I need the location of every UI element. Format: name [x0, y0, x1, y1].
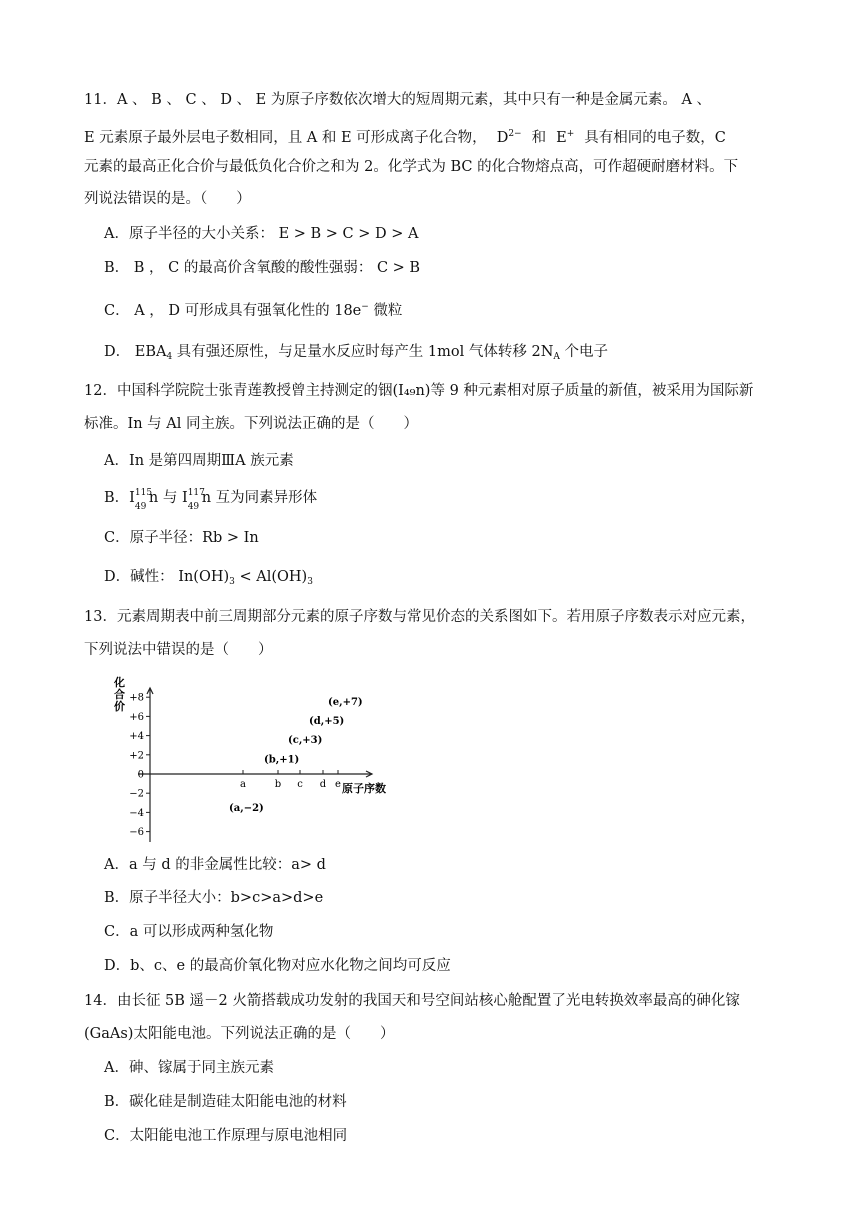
- q13-option-d[interactable]: D．b、c、e 的最高价氧化物对应水化物之间均可反应: [104, 958, 451, 974]
- q11-option-d-tail: 个电子: [559, 344, 608, 360]
- q11-option-d[interactable]: [104, 342, 810, 367]
- data-point-label: (e,+7): [328, 696, 363, 708]
- q12-stem-line-2: 标准。In 与 Al 同主族。下列说法正确的是（ ）: [84, 416, 419, 432]
- chart-yticks: [129, 693, 150, 838]
- data-point-label: (b,+1): [264, 754, 300, 766]
- chart-ylabel: [113, 675, 125, 713]
- q14-stem-line-1: 14．由长征 5B 遥－2 火箭搭载成功发射的我国天和号空间站核心舱配置了光电转换效率最高的砷化镓: [84, 993, 740, 1009]
- q14-option-c[interactable]: C．太阳能电池工作原理与原电池相同: [104, 1128, 348, 1144]
- x-tick-label: e: [335, 779, 341, 790]
- valence-chart: [110, 672, 400, 844]
- q13-stem-line-1: 13．元素周期表中前三周期部分元素的原子序数与常见价态的关系图如下。若用原子序数表示对应元素，: [84, 609, 755, 625]
- q14-option-b[interactable]: B．碳化硅是制造硅太阳能电池的材料: [104, 1094, 347, 1110]
- isotope-in115: I 115 49 n 与: [129, 488, 182, 512]
- data-point-label: (c,+3): [288, 735, 323, 747]
- y-tick-label: +8: [129, 692, 144, 704]
- x-tick-label: c: [297, 779, 303, 790]
- q12-stem-line-1: 12．中国科学院院士张青莲教授曾主持测定的铟(I₄₉n)等 9 种元素相对原子质量的新值，被采用为国际新: [84, 383, 754, 399]
- q13-stem-line-2: 下列说法中错误的是（ ）: [84, 642, 273, 658]
- q11-option-c-tail: 微粒: [368, 303, 403, 319]
- q11-and: 和: [531, 130, 547, 146]
- y-tick-label: −2: [129, 788, 144, 800]
- q12-option-d-text: D．碱性： In(OH): [104, 569, 230, 585]
- q14-option-a[interactable]: A．砷、镓属于同主族元素: [104, 1060, 274, 1076]
- isotope-in117: I 117 49 n 互为同素异形体: [181, 488, 318, 512]
- q11-option-a[interactable]: A．原子半径的大小关系： E > B > C > D > A: [104, 226, 419, 242]
- q12-option-b-letter: B．: [104, 490, 130, 506]
- q12-option-d[interactable]: [104, 567, 810, 592]
- q11-stem-line-2: [84, 124, 810, 148]
- chart-ylabel-char: 合: [114, 688, 125, 701]
- q11-stem-line-4: 列说法错误的是。（ ）: [84, 191, 251, 207]
- q12-option-a[interactable]: A．In 是第四周期ⅢA 族元素: [104, 453, 294, 469]
- q13-option-a[interactable]: A．a 与 d 的非金属性比较：a> d: [104, 857, 326, 873]
- chart-ylabel-char: 价: [114, 700, 125, 713]
- q11-stem-line-2-rest: 具有相同的电子数，C: [584, 130, 726, 146]
- y-tick-label: 0: [137, 769, 144, 781]
- q12-option-b[interactable]: [104, 488, 810, 512]
- q11-stem-line-2-text: E 元素原子最外层电子数相同，且 A 和 E 可形成离子化合物，: [84, 130, 487, 146]
- data-point-label: (a,−2): [229, 803, 264, 815]
- y-tick-label: +2: [129, 750, 144, 762]
- q11-stem-line-3: 元素的最高正化合价与最低负化合价之和为 2。化学式为 BC 的化合物熔点高，可作超硬耐磨材料。下: [84, 159, 739, 175]
- q14-stem-line-2: (GaAs)太阳能电池。下列说法正确的是（ ）: [84, 1026, 395, 1042]
- chart-xlabel: 原子序数: [342, 782, 386, 795]
- x-tick-label: d: [319, 779, 327, 790]
- y-tick-label: +6: [129, 711, 144, 723]
- q11-option-d-mid: 具有强还原性，与足量水反应时每产生 1mol 气体转移 2N: [172, 344, 554, 360]
- q13-option-b[interactable]: B．原子半径大小：b>c>a>d>e: [104, 890, 324, 906]
- y-tick-label: −4: [129, 807, 144, 819]
- q11-option-b[interactable]: B． B ， C 的最高价含氧酸的酸性强弱： C > B: [104, 260, 421, 276]
- x-tick-label: b: [274, 779, 282, 790]
- q11-option-c[interactable]: [104, 297, 810, 321]
- chart-points: [229, 697, 363, 814]
- q11-d-ion: $D^{2-}$: [496, 129, 522, 146]
- q11-option-d-sub: 4: [166, 352, 173, 362]
- q11-option-d-sub2: A: [553, 352, 560, 362]
- y-tick-label: −6: [129, 827, 144, 839]
- chart-ylabel-char: 化: [114, 676, 125, 689]
- q11-option-c-sup: −: [361, 302, 369, 312]
- q12-option-d-sub2: 3: [307, 577, 313, 587]
- q12-option-c[interactable]: C．原子半径：Rb > In: [104, 530, 259, 546]
- q11-option-d-text: D． EBA: [104, 344, 167, 360]
- q11-option-c-text: C． A ， D 可形成具有强氧化性的 18e: [104, 303, 362, 319]
- q13-option-c[interactable]: C．a 可以形成两种氢化物: [104, 924, 274, 940]
- y-tick-label: +4: [129, 731, 144, 743]
- q11-stem-line-1: 11．A 、 B 、 C 、 D 、 E 为原子序数依次增大的短周期元素，其中只有一种是金属元素。 A 、: [84, 92, 712, 108]
- chart-xticks: [240, 770, 341, 790]
- data-point-label: (d,+5): [309, 716, 345, 727]
- q11-e-ion: E+: [556, 129, 575, 146]
- x-tick-label: a: [240, 779, 246, 790]
- q12-option-d-sub1: 3: [229, 577, 235, 587]
- q12-option-d-mid: < Al(OH): [234, 569, 308, 585]
- chart-axes: [138, 688, 372, 842]
